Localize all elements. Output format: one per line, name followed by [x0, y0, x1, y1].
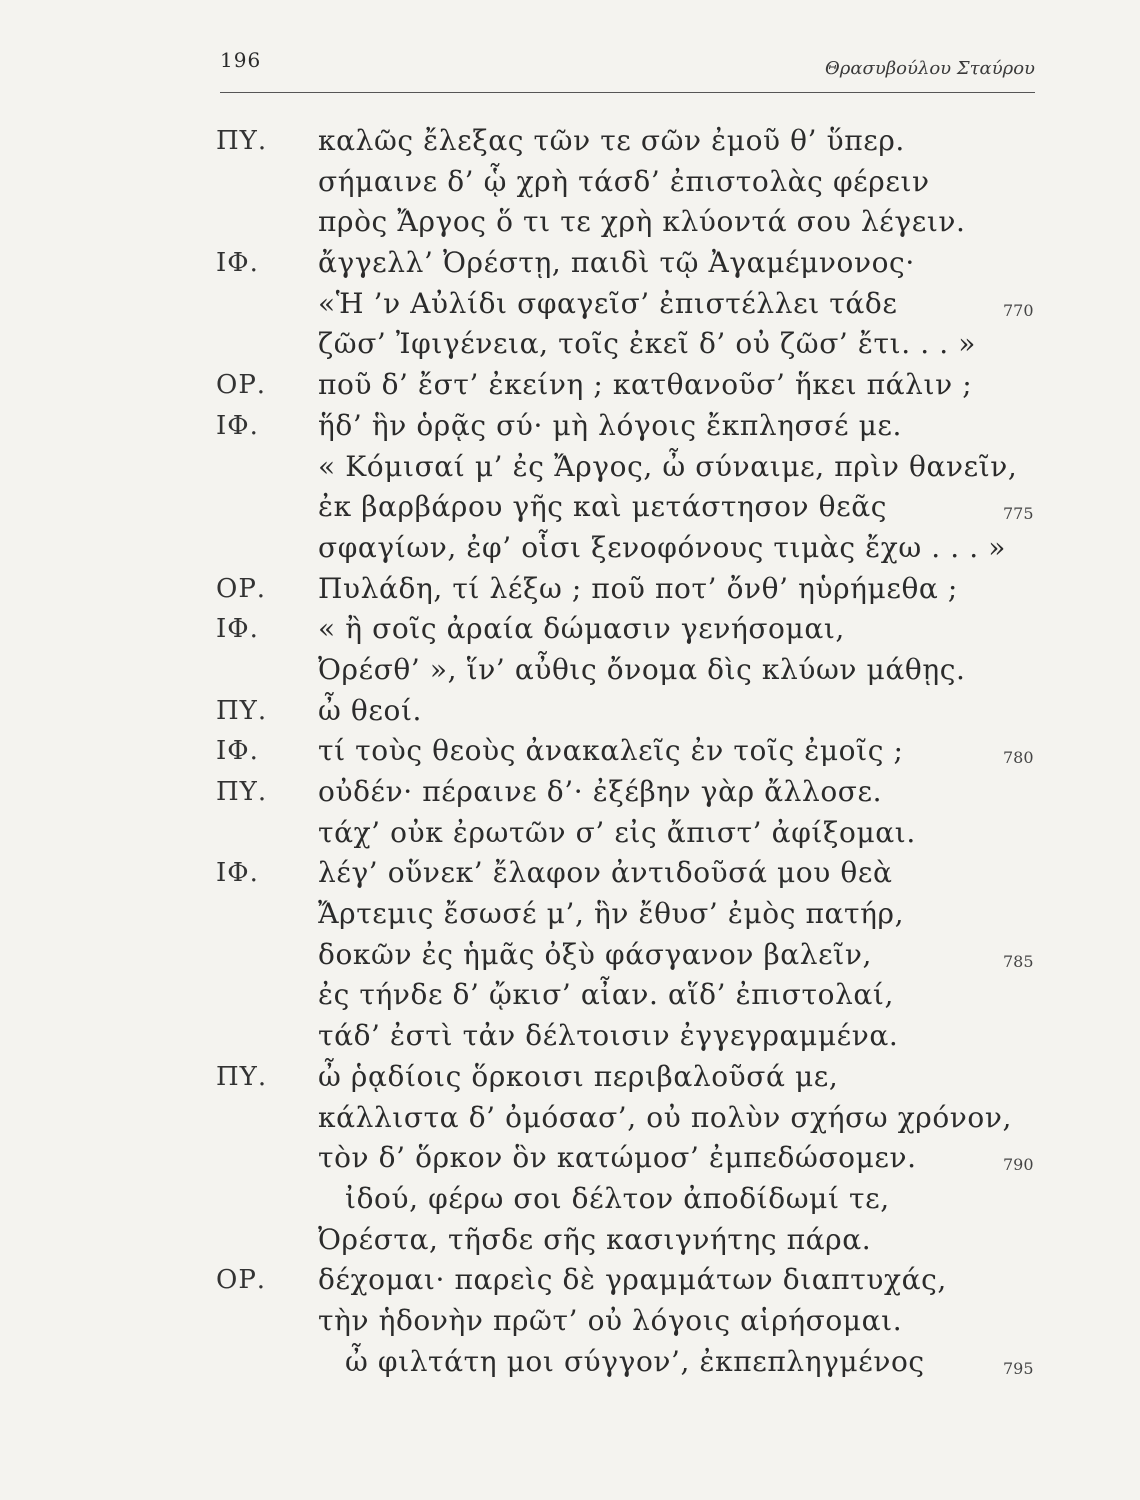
- verse-text: τὸν δ’ ὅρκον ὃν κατώμοσ’ ἐμπεδώσομεν.: [318, 1141, 917, 1175]
- speaker-label: ΠΥ.: [216, 777, 268, 807]
- verse-line: [0, 854, 1140, 895]
- verse-line: [0, 1139, 1140, 1180]
- speaker-label: ΟΡ.: [216, 1265, 267, 1296]
- verse-line: [0, 244, 1140, 285]
- speaker-label: ΙΦ.: [216, 736, 259, 767]
- verse-text: ἐκ βαρβάρου γῆς καὶ μετάστησον θεᾶς: [318, 490, 888, 524]
- verse-line: [0, 773, 1140, 814]
- page-header: [220, 48, 1035, 88]
- verse-text: οὐδέν· πέραινε δ’· ἐξέβην γὰρ ἄλλοσε.: [318, 775, 883, 808]
- verse-line: [0, 1221, 1140, 1262]
- speaker-label: ΠΥ.: [216, 1061, 268, 1092]
- verse-line: [0, 448, 1140, 489]
- verse-text: τάδ’ ἐστὶ τἀν δέλτοισιν ἐγγεγραμμένα.: [318, 1019, 899, 1053]
- verse-text: σήμαινε δ’ ᾧ χρὴ τάσδ’ ἐπιστολὰς φέρειν: [318, 164, 930, 198]
- line-number: 770: [1003, 300, 1034, 320]
- verse-line: [0, 651, 1140, 692]
- verse-line: [0, 488, 1140, 529]
- verse-text: ἥδ’ ἣν ὁρᾷς σύ· μὴ λόγοις ἔκπλησσέ με.: [318, 408, 902, 442]
- line-number: 795: [1003, 1358, 1034, 1378]
- verse-text: τὴν ἡδονὴν πρῶτ’ οὐ λόγοις αἱρήσομαι.: [318, 1303, 903, 1337]
- verse-line: [0, 976, 1140, 1017]
- verse-line: [0, 366, 1140, 407]
- verse-list: [0, 122, 1140, 1383]
- verse-text: Ἄρτεμις ἔσωσέ μ’, ἣν ἔθυσ’ ἐμὸς πατήρ,: [318, 897, 905, 931]
- verse-line: [0, 529, 1140, 570]
- verse-text: σφαγίων, ἐφ’ οἷσι ξενοφόνους τιμὰς ἔχω . . . »: [318, 530, 1007, 564]
- verse-text: καλῶς ἔλεξας τῶν τε σῶν ἐμοῦ θ’ ὕπερ.: [318, 124, 905, 157]
- verse-line: [0, 732, 1140, 773]
- verse-line: [0, 1099, 1140, 1140]
- verse-line: [0, 895, 1140, 936]
- running-head: Θρασυβούλου Σταύρου: [825, 58, 1035, 79]
- verse-line: [0, 692, 1140, 733]
- verse-line: [0, 325, 1140, 366]
- verse-text: ὦ ῥᾳδίοις ὅρκοισι περιβαλοῦσά με,: [318, 1059, 839, 1093]
- header-rule: [220, 92, 1035, 93]
- verse-line: [0, 285, 1140, 326]
- verse-line: [0, 1058, 1140, 1099]
- line-number: 790: [1003, 1155, 1034, 1175]
- verse-line: [0, 1180, 1140, 1221]
- verse-text: τί τοὺς θεοὺς ἀνακαλεῖς ἐν τοῖς ἐμοῖς ;: [318, 734, 904, 768]
- verse-text: πρὸς Ἄργος ὅ τι τε χρὴ κλύοντά σου λέγειν.: [318, 205, 966, 239]
- verse-line: [0, 407, 1140, 448]
- speaker-label: ΟΡ.: [216, 370, 267, 401]
- verse-text: ποῦ δ’ ἔστ’ ἐκείνη ; κατθανοῦσ’ ἥκει πάλιν ;: [318, 368, 973, 402]
- verse-text: Ὀρέστα, τῆσδε σῆς κασιγνήτης πάρα.: [318, 1222, 872, 1256]
- speaker-label: ΙΦ.: [216, 248, 259, 279]
- verse-text: «Ἡ ’ν Αὐλίδι σφαγεῖσ’ ἐπιστέλλει τάδε: [318, 286, 898, 320]
- verse-text: δέχομαι· παρεὶς δὲ γραμμάτων διαπτυχάς,: [318, 1263, 947, 1297]
- verse-text: δοκῶν ἐς ἡμᾶς ὀξὺ φάσγανον βαλεῖν,: [318, 937, 872, 971]
- verse-text: τάχ’ οὐκ ἐρωτῶν σ’ εἰς ἄπιστ’ ἀφίξομαι.: [318, 815, 916, 849]
- verse-line: [0, 1261, 1140, 1302]
- verse-text: ἄγγελλ’ Ὀρέστῃ, παιδὶ τῷ Ἀγαμέμνονος·: [318, 246, 915, 280]
- verse-text: ὦ φιλτάτη μοι σύγγον’, ἐκπεπληγμένος: [345, 1344, 925, 1378]
- verse-line: [0, 814, 1140, 855]
- speaker-label: ΙΦ.: [216, 410, 259, 441]
- verse-line: [0, 122, 1140, 163]
- verse-line: [0, 1343, 1140, 1384]
- speaker-label: ΙΦ.: [216, 614, 259, 645]
- verse-text: « ἢ σοῖς ἀραία δώμασιν γενήσομαι,: [318, 612, 845, 646]
- speaker-label: ΙΦ.: [216, 858, 259, 889]
- verse-line: [0, 610, 1140, 651]
- line-number: 785: [1003, 951, 1034, 971]
- verse-text: κάλλιστα δ’ ὀμόσασ’, οὐ πολὺν σχήσω χρόνον,: [318, 1100, 1013, 1134]
- verse-line: [0, 1302, 1140, 1343]
- verse-text: ἐς τήνδε δ’ ᾤκισ’ αἶαν. αἵδ’ ἐπιστολαί,: [318, 978, 895, 1012]
- verse-text: Πυλάδη, τί λέξω ; ποῦ ποτ’ ὄνθ’ ηὑρήμεθα ;: [318, 571, 958, 605]
- verse-line: [0, 1017, 1140, 1058]
- verse-line: [0, 163, 1140, 204]
- page-number: 196: [220, 48, 262, 72]
- verse-text: Ὀρέσθ’ », ἵν’ αὖθις ὄνομα δὶς κλύων μάθῃς.: [318, 652, 966, 686]
- verse-line: [0, 570, 1140, 611]
- speaker-label: ΟΡ.: [216, 573, 267, 604]
- verse-text: ἰδού, φέρω σοι δέλτον ἀποδίδωμί τε,: [345, 1181, 890, 1215]
- line-number: 775: [1003, 504, 1034, 524]
- speaker-label: ΠΥ.: [216, 695, 268, 726]
- verse-text: ζῶσ’ Ἰφιγένεια, τοῖς ἐκεῖ δ’ οὐ ζῶσ’ ἔτι. . . »: [318, 327, 976, 361]
- verse-text: « Κόμισαί μ’ ἐς Ἄργος, ὦ σύναιμε, πρὶν θανεῖν,: [318, 449, 1018, 483]
- line-number: 780: [1003, 748, 1034, 768]
- verse-line: [0, 203, 1140, 244]
- speaker-label: ΠΥ.: [216, 126, 268, 156]
- verse-text: ὦ θεοί.: [318, 693, 423, 727]
- verse-line: [0, 936, 1140, 977]
- verse-text: λέγ’ οὕνεκ’ ἔλαφον ἀντιδοῦσά μου θεὰ: [318, 856, 893, 890]
